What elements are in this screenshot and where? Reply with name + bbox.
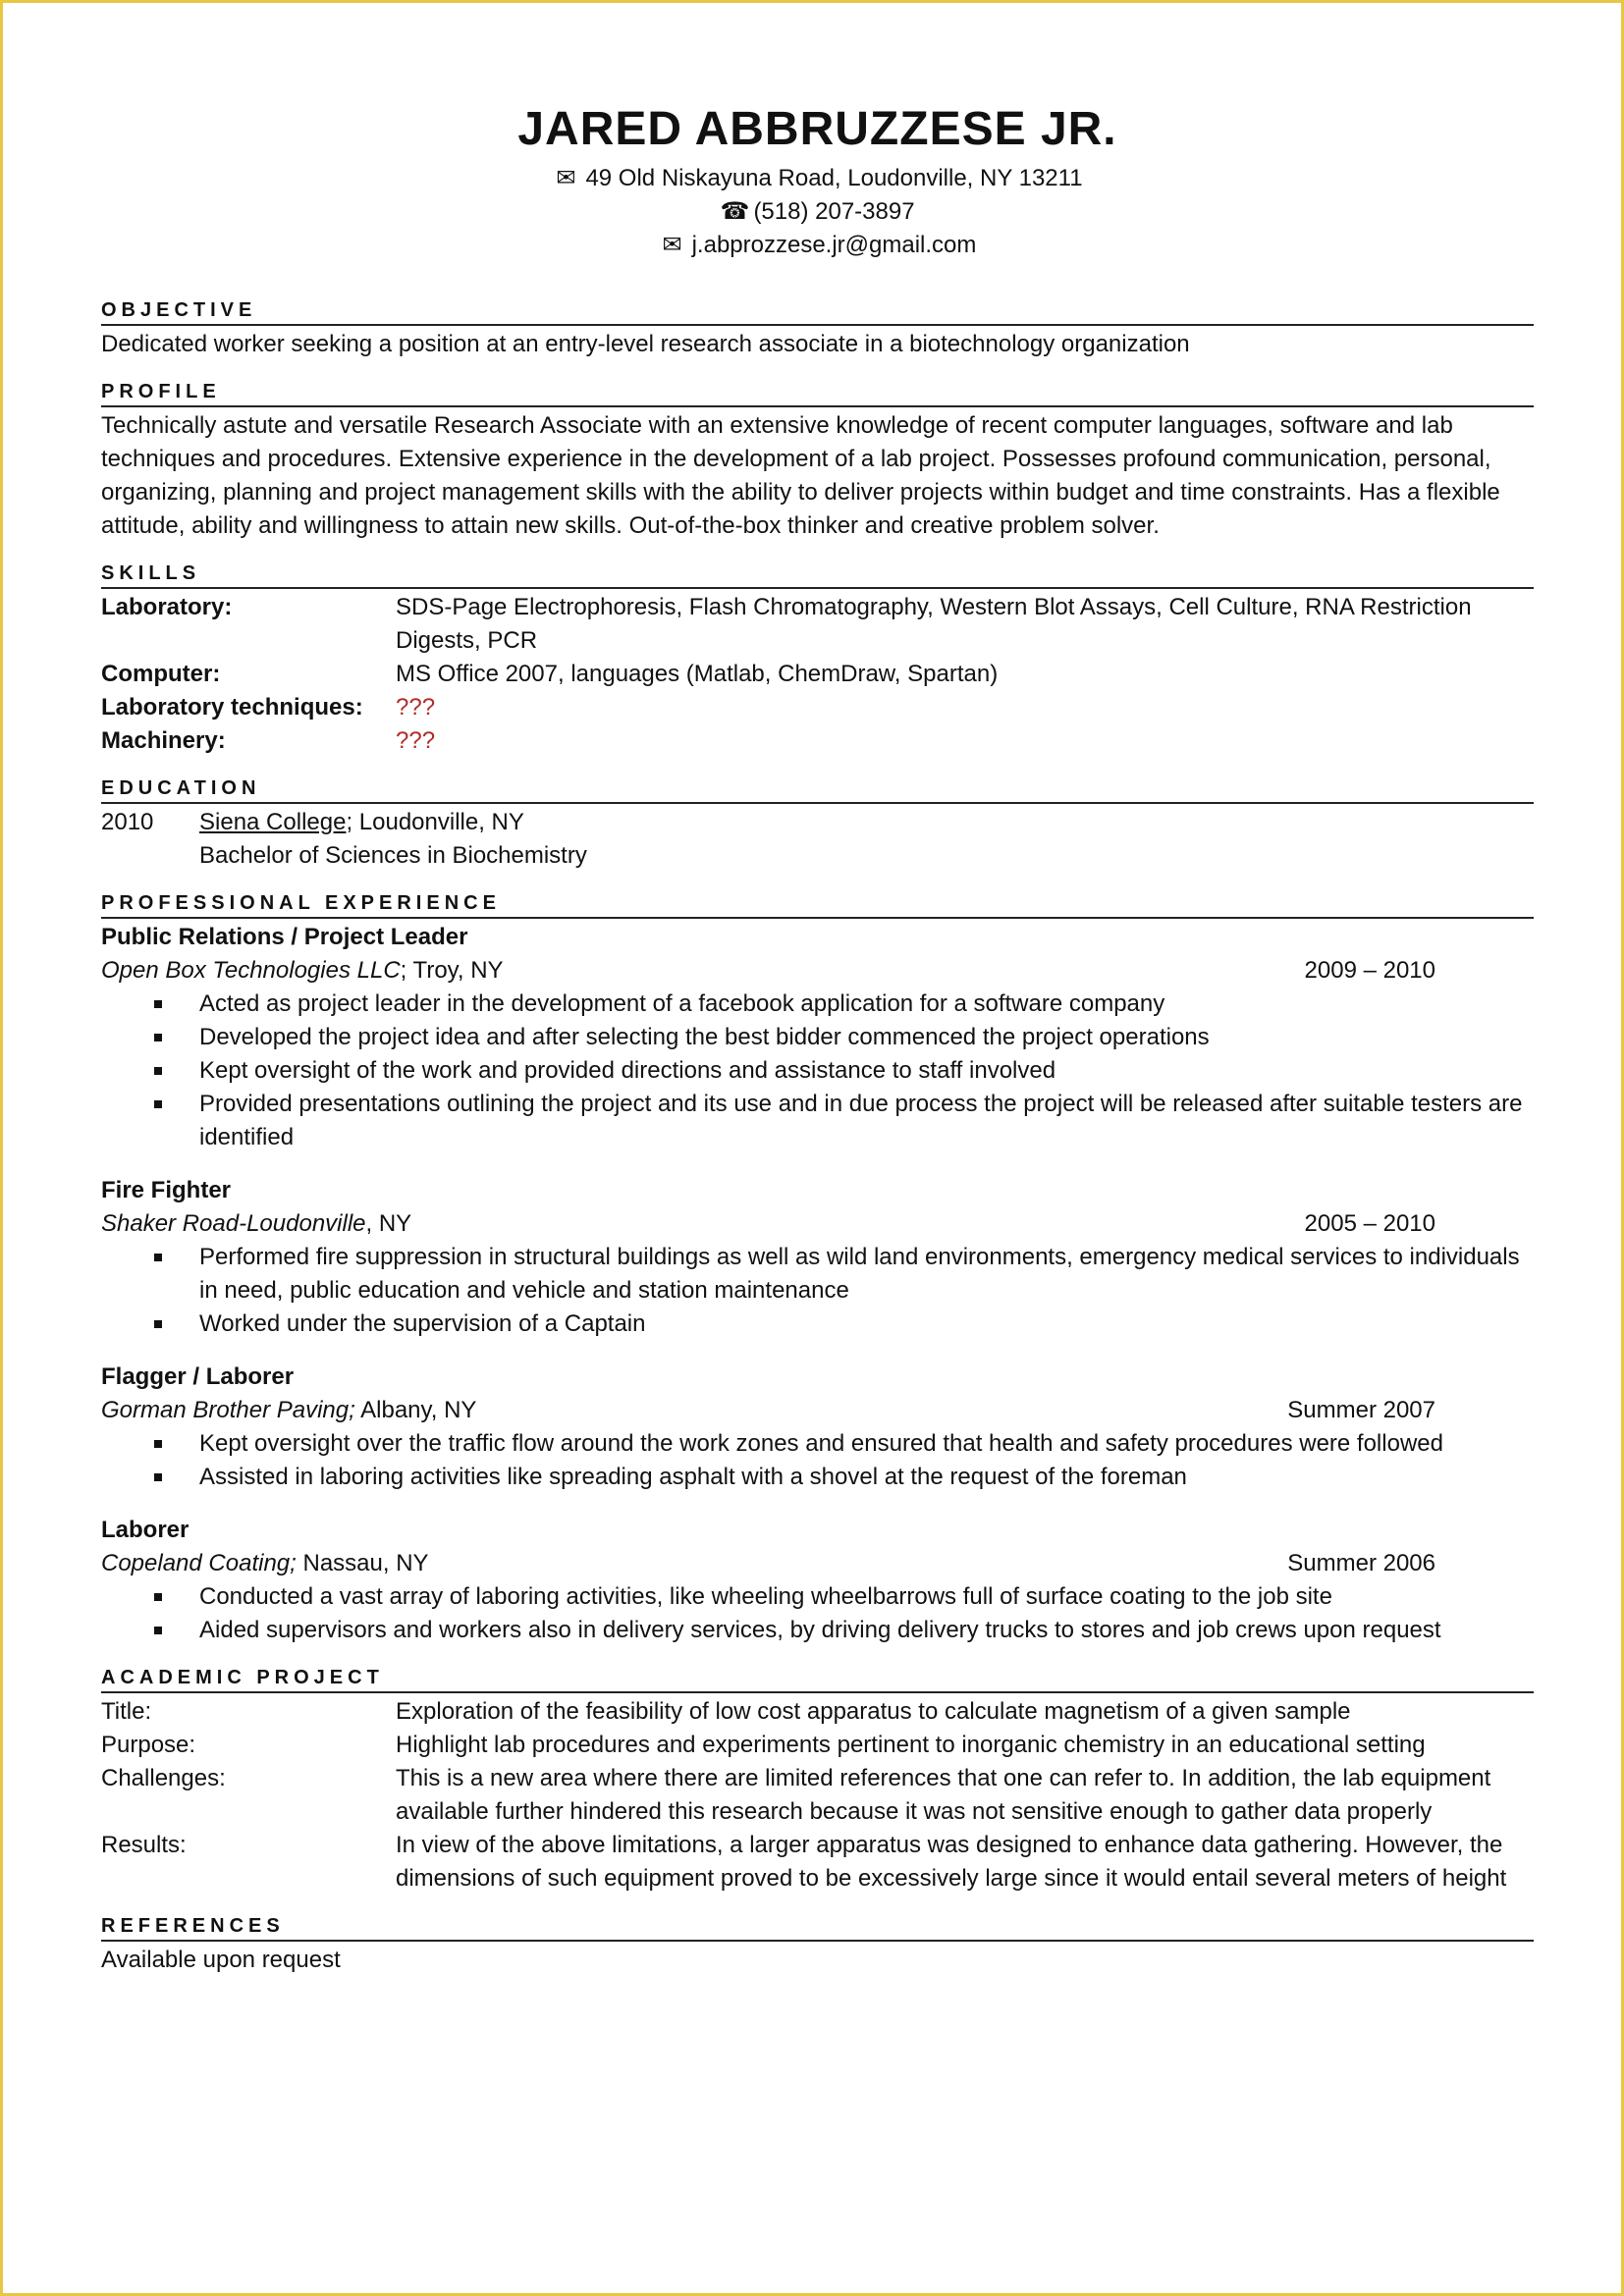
address-line: [101, 162, 1534, 195]
job-employer: [101, 1394, 476, 1427]
objective-heading: OBJECTIVE: [101, 299, 1534, 326]
references-text: Available upon request: [101, 1947, 341, 1973]
telephone-icon: ☎: [720, 198, 750, 225]
company-location: Nassau, NY: [296, 1550, 429, 1576]
skills-heading: SKILLS: [101, 562, 1534, 589]
skills-value: SDS-Page Electrophoresis, Flash Chromatography, Western Blot Assays, Cell Culture, RNA Restriction Digests, PCR: [396, 594, 1472, 654]
company-name: Gorman Brother Paving;: [101, 1397, 355, 1423]
email-text: j.abprozzese.jr@gmail.com: [691, 232, 977, 258]
skills-value: ???: [396, 694, 436, 721]
skills-value: ???: [396, 727, 436, 754]
school-name: Siena College: [199, 809, 347, 835]
job-bullet: Aided supervisors and workers also in delivery services, by driving delivery trucks to stores and job crews upon request: [199, 1614, 1534, 1647]
job-dates: Summer 2007: [1287, 1397, 1435, 1423]
company-name: Copeland Coating;: [101, 1550, 297, 1576]
email-line: [101, 229, 1534, 262]
degree-name: Bachelor of Sciences in Biochemistry: [199, 842, 587, 869]
job-bullet: Conducted a vast array of laboring activities, like wheeling wheelbarrows full of surface coating to the job site: [199, 1580, 1534, 1614]
skills-label: Machinery:: [101, 727, 226, 754]
job-title: Public Relations / Project Leader: [101, 924, 468, 950]
job-employer: [101, 954, 504, 988]
profile-section: [101, 381, 1534, 543]
job-employer: [101, 1207, 411, 1241]
envelope-icon: ✉: [662, 232, 682, 258]
mailbox-icon: ✉: [556, 165, 576, 191]
project-label: Title:: [101, 1698, 152, 1725]
academic-project-heading: ACADEMIC PROJECT: [101, 1667, 1534, 1693]
candidate-name: JARED ABBRUZZESE JR.: [517, 103, 1117, 155]
job-bullet: Acted as project leader in the development of a facebook application for a software company: [199, 988, 1534, 1021]
skills-row-laboratory: [101, 591, 1534, 658]
skills-row-lab-techniques: [101, 691, 1534, 724]
resume-content: [101, 101, 1534, 1997]
project-value: In view of the above limitations, a larger apparatus was designed to enhance data gathering. However, the dimensions of such equipment proved to be excessively large since it would entail several meters of height: [396, 1832, 1507, 1892]
school-location: ; Loudonville, NY: [346, 809, 524, 835]
job-meta: [101, 1207, 1534, 1241]
company-location: Albany, NY: [354, 1397, 477, 1423]
job-meta: [101, 954, 1534, 988]
education-year: 2010: [101, 809, 154, 835]
phone-text: (518) 207-3897: [753, 198, 915, 225]
skills-label: Laboratory:: [101, 594, 233, 620]
job-entry: [101, 1514, 1534, 1647]
skills-value: MS Office 2007, languages (Matlab, ChemDraw, Spartan): [396, 661, 999, 687]
job-bullet: Kept oversight over the traffic flow around the work zones and ensured that health and safety procedures were followed: [199, 1427, 1534, 1461]
job-bullets: [101, 1580, 1534, 1647]
phone-line: [101, 195, 1534, 229]
academic-project-section: [101, 1667, 1534, 1896]
profile-heading: PROFILE: [101, 381, 1534, 407]
job-entry: [101, 921, 1534, 1154]
job-bullet: Developed the project idea and after selecting the best bidder commenced the project operations: [199, 1021, 1534, 1054]
project-label: Results:: [101, 1832, 187, 1858]
project-value: Highlight lab procedures and experiments pertinent to inorganic chemistry in an educational setting: [396, 1732, 1426, 1758]
project-row: [101, 1762, 1534, 1829]
job-title: Laborer: [101, 1517, 189, 1543]
skills-row-machinery: [101, 724, 1534, 758]
references-heading: REFERENCES: [101, 1915, 1534, 1942]
skills-label: Computer:: [101, 661, 221, 687]
experience-section: [101, 892, 1534, 1647]
project-row: [101, 1729, 1534, 1762]
job-meta: [101, 1394, 1534, 1427]
objective-text: Dedicated worker seeking a position at an entry-level research associate in a biotechnology organization: [101, 331, 1190, 357]
project-value: This is a new area where there are limited references that one can refer to. In addition, the lab equipment available further hindered this research because it was not sensitive enough to gather data properly: [396, 1765, 1491, 1825]
resume-header: [101, 101, 1534, 262]
company-location: , NY: [365, 1210, 412, 1237]
job-bullet: Performed fire suppression in structural buildings as well as wild land environments, emergency medical services to individuals in need, public education and vehicle and station maintenance: [199, 1241, 1534, 1308]
project-row: [101, 1695, 1534, 1729]
job-employer: [101, 1547, 429, 1580]
job-title: Flagger / Laborer: [101, 1363, 295, 1390]
address-text: 49 Old Niskayuna Road, Loudonville, NY 13211: [585, 165, 1083, 191]
skills-row-computer: [101, 658, 1534, 691]
education-details: [199, 806, 1534, 873]
project-label: Challenges:: [101, 1765, 226, 1791]
company-location: ; Troy, NY: [400, 957, 504, 984]
references-section: [101, 1915, 1534, 1977]
job-meta: [101, 1547, 1534, 1580]
education-heading: EDUCATION: [101, 777, 1534, 804]
job-bullet: Provided presentations outlining the project and its use and in due process the project will be released after suitable testers are identified: [199, 1088, 1534, 1154]
job-bullets: [101, 988, 1534, 1154]
education-section: [101, 777, 1534, 873]
objective-section: [101, 299, 1534, 361]
job-bullets: [101, 1241, 1534, 1341]
skills-section: [101, 562, 1534, 758]
job-bullet: Assisted in laboring activities like spreading asphalt with a shovel at the request of the foreman: [199, 1461, 1534, 1494]
company-name: Shaker Road-Loudonville: [101, 1210, 366, 1237]
job-entry: [101, 1174, 1534, 1341]
job-entry: [101, 1361, 1534, 1494]
job-dates: 2009 – 2010: [1304, 957, 1435, 984]
project-value: Exploration of the feasibility of low cost apparatus to calculate magnetism of a given sample: [396, 1698, 1351, 1725]
job-bullet: Kept oversight of the work and provided directions and assistance to staff involved: [199, 1054, 1534, 1088]
skills-label: Laboratory techniques:: [101, 694, 363, 721]
job-title: Fire Fighter: [101, 1177, 232, 1203]
job-bullet: Worked under the supervision of a Captain: [199, 1308, 1534, 1341]
project-row: [101, 1829, 1534, 1896]
job-dates: Summer 2006: [1287, 1550, 1435, 1576]
job-bullets: [101, 1427, 1534, 1494]
project-label: Purpose:: [101, 1732, 196, 1758]
job-dates: 2005 – 2010: [1304, 1210, 1435, 1237]
company-name: Open Box Technologies LLC: [101, 957, 401, 984]
experience-heading: PROFESSIONAL EXPERIENCE: [101, 892, 1534, 919]
profile-text: Technically astute and versatile Research Associate with an extensive knowledge of recent computer languages, software and lab techniques and procedures. Extensive experience in the development of a lab project. Possesses profound communication, personal, organizing, planning and project management skills with the ability to deliver projects within budget and time constraints. Has a flexible attitude, ability and willingness to attain new skills. Out-of-the-box thinker and creative problem solver.: [101, 412, 1500, 539]
education-entry: [101, 806, 1534, 873]
